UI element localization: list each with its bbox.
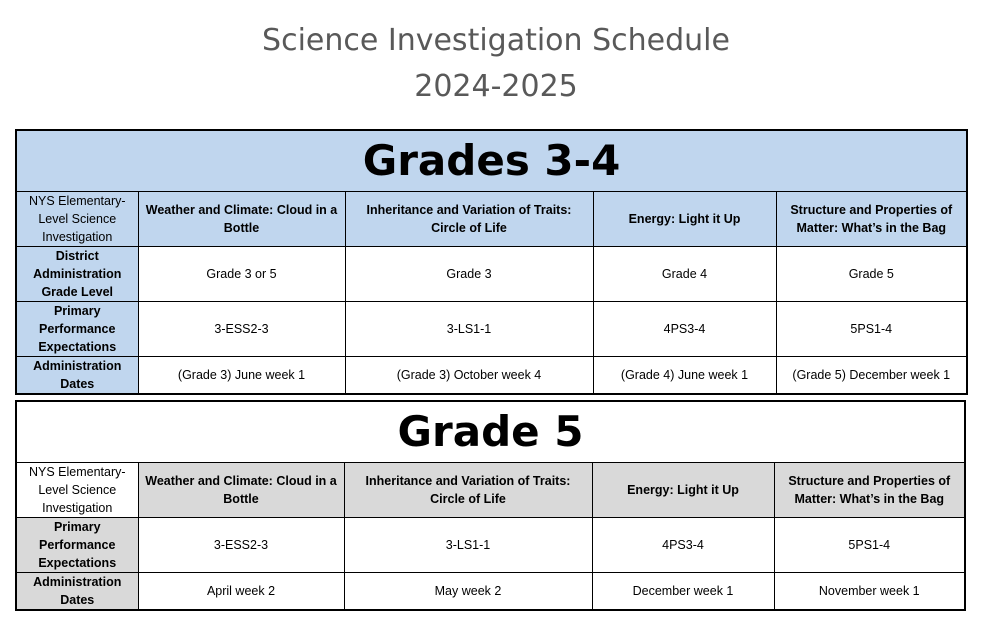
table-cell: November week 1 [774, 573, 965, 611]
grade-5-table [15, 400, 966, 611]
table-cell: Grade 5 [776, 247, 967, 302]
table-cell: (Grade 5) December week 1 [776, 357, 967, 395]
grades-3-4-banner-row [16, 130, 967, 192]
table-cell: April week 2 [138, 573, 344, 611]
table-row-administration-dates [16, 357, 967, 395]
table-cell: Grade 4 [593, 247, 776, 302]
table-cell: (Grade 3) June week 1 [138, 357, 345, 395]
grade-5-banner-row [16, 401, 965, 463]
table-cell: 4PS3-4 [593, 302, 776, 357]
table-cell: May week 2 [344, 573, 592, 611]
table-row-administration-dates [16, 573, 965, 611]
column-header-weather-climate: Weather and Climate: Cloud in a Bottle [138, 463, 344, 518]
table-cell: 5PS1-4 [774, 518, 965, 573]
column-header-energy: Energy: Light it Up [593, 192, 776, 247]
page-subtitle-year: 2024-2025 [414, 69, 578, 104]
table-cell: 3-LS1-1 [345, 302, 593, 357]
row-label-performance-expectations: Primary Performance Expectations [16, 518, 138, 573]
page-title: Science Investigation Schedule [262, 23, 730, 58]
grades-3-4-corner-label: NYS Elementary-Level Science Investigation [16, 192, 138, 247]
column-header-inheritance-traits: Inheritance and Variation of Traits: Circle of Life [344, 463, 592, 518]
row-label-grade-level: District Administration Grade Level [16, 247, 138, 302]
grade-5-banner: Grade 5 [16, 401, 965, 463]
row-label-administration-dates: Administration Dates [16, 357, 138, 395]
column-header-inheritance-traits: Inheritance and Variation of Traits: Circle of Life [345, 192, 593, 247]
table-cell: 3-ESS2-3 [138, 302, 345, 357]
table-row-performance-expectations [16, 302, 967, 357]
grades-3-4-header-row [16, 192, 967, 247]
grade-5-header-row [16, 463, 965, 518]
table-cell: Grade 3 or 5 [138, 247, 345, 302]
row-label-administration-dates: Administration Dates [16, 573, 138, 611]
column-header-structure-matter: Structure and Properties of Matter: What’s in the Bag [776, 192, 967, 247]
table-cell: 3-LS1-1 [344, 518, 592, 573]
column-header-energy: Energy: Light it Up [592, 463, 774, 518]
table-cell: (Grade 4) June week 1 [593, 357, 776, 395]
table-cell: December week 1 [592, 573, 774, 611]
grades-3-4-table [15, 129, 968, 395]
table-cell: (Grade 3) October week 4 [345, 357, 593, 395]
table-cell: Grade 3 [345, 247, 593, 302]
table-row-grade-level [16, 247, 967, 302]
table-cell: 4PS3-4 [592, 518, 774, 573]
table-row-performance-expectations [16, 518, 965, 573]
grade-5-corner-label: NYS Elementary-Level Science Investigation [16, 463, 138, 518]
column-header-weather-climate: Weather and Climate: Cloud in a Bottle [138, 192, 345, 247]
table-cell: 3-ESS2-3 [138, 518, 344, 573]
table-cell: 5PS1-4 [776, 302, 967, 357]
row-label-performance-expectations: Primary Performance Expectations [16, 302, 138, 357]
column-header-structure-matter: Structure and Properties of Matter: What’s in the Bag [774, 463, 965, 518]
grades-3-4-banner: Grades 3-4 [16, 130, 967, 192]
